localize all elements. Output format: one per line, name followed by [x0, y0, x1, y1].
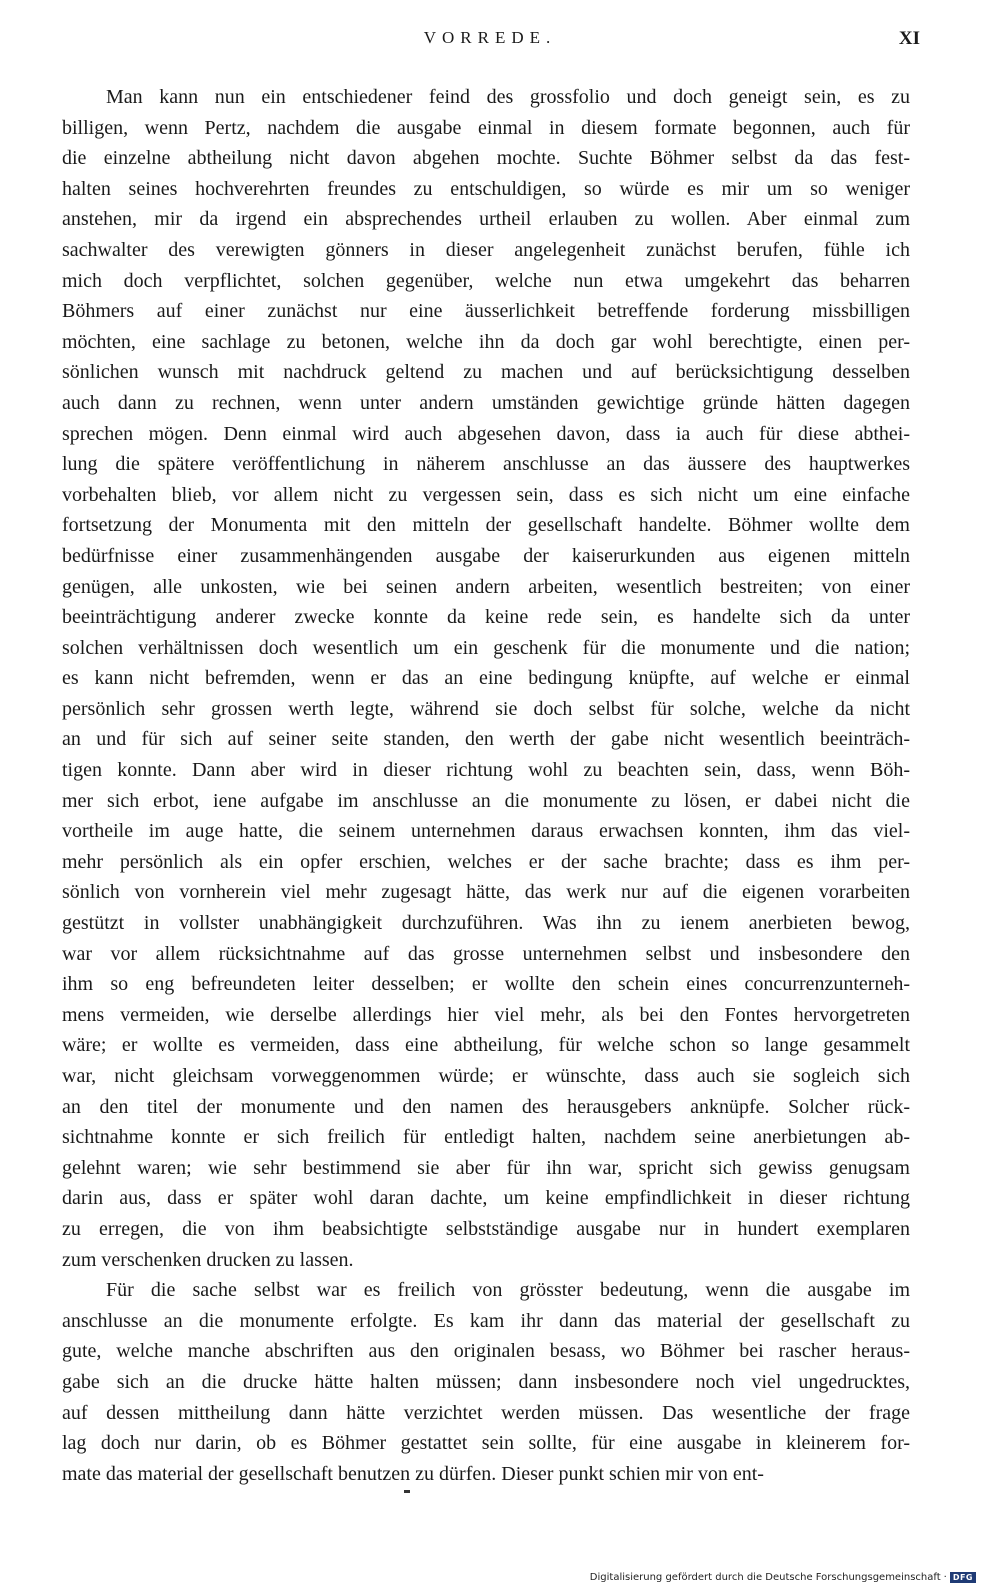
text-line: es kann nicht befremden, wenn er das an eine bedingung knüpfte, auf welche er einmal — [62, 667, 910, 690]
text-line: halten seines hochverehrten freundes zu entschuldigen, so würde es mir um so weniger — [62, 177, 910, 200]
text-line: lung die spätere veröffentlichung in näherem anschlusse an das äussere des hauptwerkes — [62, 453, 910, 476]
text-line: Böhmers auf einer zunächst nur eine äusserlichkeit betreffende forderung missbilligen — [62, 300, 910, 323]
text-line: anstehen, mir da irgend ein absprechendes urtheil erlauben zu wollen. Aber einmal zum — [62, 208, 910, 231]
text-line: gabe sich an die drucke hätte halten müssen; dann insbesondere noch viel ungedrucktes, — [62, 1370, 910, 1393]
text-line: lag doch nur darin, ob es Böhmer gestattet sein sollte, für eine ausgabe in kleinerem for- — [62, 1432, 910, 1455]
text-line: sprechen mögen. Denn einmal wird auch abgesehen davon, dass ia auch für diese abthei- — [62, 422, 910, 445]
text-line: mate das material der gesellschaft benutzen zu dürfen. Dieser punkt schien mir von ent- — [62, 1462, 764, 1485]
text-line: gute, welche manche abschriften aus den originalen besass, wo Böhmer bei rascher heraus- — [62, 1340, 910, 1363]
text-line: mens vermeiden, wie derselbe allerdings hier viel mehr, als bei den Fontes hervorgetreten — [62, 1003, 910, 1026]
text-line: anschlusse an die monumente erfolgte. Es kam ihr dann das material der gesellschaft zu — [62, 1309, 910, 1332]
paragraph — [62, 82, 910, 1275]
running-title: VORREDE. — [423, 28, 557, 47]
text-line: an den titel der monumente und den namen des herausgebers anknüpfe. Solcher rück- — [62, 1095, 910, 1118]
page-number: XI — [898, 28, 920, 49]
text-line: sönlichen wunsch mit nachdruck geltend zu machen und auf berücksichtigung desselben — [62, 361, 910, 384]
text-line: mer sich erbot, iene aufgabe im anschlusse an die monumente zu lösen, er dabei nicht die — [62, 789, 910, 812]
text-line: billigen, wenn Pertz, nachdem die ausgabe einmal in diesem formate begonnen, auch für — [62, 116, 910, 139]
text-line: gelehnt waren; wie sehr bestimmend sie aber für ihn war, spricht sich gewiss genugsam — [62, 1156, 910, 1179]
text-line: vorbehalten blieb, vor allem nicht zu vergessen sein, dass es sich nicht um eine einfache — [62, 483, 910, 506]
text-line: Für die sache selbst war es freilich von grösster bedeutung, wenn die ausgabe im — [106, 1279, 910, 1302]
text-line: war vor allem rücksichtnahme auf das grosse unternehmen selbst und insbesondere den — [62, 942, 910, 965]
printer-mark — [404, 1490, 410, 1493]
text-line: wäre; er wollte es vermeiden, dass eine abtheilung, für welche schon so lange gesammelt — [62, 1034, 910, 1057]
text-line: auch dann zu rechnen, wenn unter andern umständen gewichtige gründe hätten dagegen — [62, 391, 910, 414]
text-line: Man kann nun ein entschiedener feind des grossfolio und doch geneigt sein, es zu — [106, 86, 910, 108]
text-line: beeinträchtigung anderer zwecke konnte da keine rede sein, es handelte sich da unter — [62, 606, 910, 629]
text-line: zum verschenken drucken zu lassen. — [62, 1248, 354, 1271]
text-line: an und für sich auf seiner seite standen, den werth der gabe nicht wesentlich beeinträch- — [62, 728, 910, 751]
text-line: mich doch verpflichtet, solchen gegenüber, welche nun etwa umgekehrt das beharren — [62, 269, 910, 292]
text-line: solchen verhältnissen doch wesentlich um ein geschenk für die monumente und die nation; — [62, 636, 910, 659]
dfg-logo-icon: DFG — [950, 1572, 976, 1583]
text-line: sachwalter des verewigten gönners in dieser angelegenheit zunächst berufen, fühle ich — [62, 238, 910, 261]
text-line: darin aus, dass er später wohl daran dachte, um keine empfindlichkeit in dieser richtung — [62, 1187, 910, 1210]
text-line: auf dessen mittheilung dann hätte verzichtet werden müssen. Das wesentliche der frage — [62, 1401, 910, 1424]
paragraph — [62, 1275, 910, 1489]
text-line: bedürfnisse einer zusammenhängenden ausgabe der kaiserurkunden aus eigenen mitteln — [62, 544, 910, 567]
text-line: die einzelne abtheilung nicht davon abgehen mochte. Suchte Böhmer selbst da das fest- — [62, 147, 910, 170]
text-line: mehr persönlich als ein opfer erschien, welches er der sache brachte; dass es ihm per- — [62, 850, 910, 873]
text-line: fortsetzung der Monumenta mit den mitteln der gesellschaft handelte. Böhmer wollte dem — [62, 514, 910, 537]
footer-text: Digitalisierung gefördert durch die Deutsche Forschungsgemeinschaft — [589, 1572, 941, 1583]
text-line: möchten, eine sachlage zu betonen, welche ihn da doch gar wohl berechtigte, einen per- — [62, 330, 910, 353]
text-line: gestützt in vollster unabhängigkeit durchzuführen. Was ihn zu ienem anerbieten bewog, — [62, 912, 910, 935]
text-line: persönlich sehr grossen werth legte, während sie doch selbst für solche, welche da nicht — [62, 697, 910, 720]
page-header — [60, 28, 920, 58]
text-line: zu erregen, die von ihm beabsichtigte selbstständige ausgabe nur in hundert exemplaren — [62, 1217, 910, 1240]
digitization-footer: Digitalisierung gefördert durch die Deutsche Forschungsgemeinschaft · DFG — [590, 1572, 976, 1583]
text-line: sichtnahme konnte er sich freilich für entledigt halten, nachdem seine anerbietungen ab- — [62, 1126, 910, 1149]
text-line: ihm so eng befreundeten leiter desselben; er wollte den schein eines concurrenzunterneh- — [62, 973, 910, 996]
text-line: genügen, alle unkosten, wie bei seinen andern arbeiten, wesentlich bestreiten; von einer — [62, 575, 910, 598]
text-line: war, nicht gleichsam vorweggenommen würde; er wünschte, dass auch sie sogleich sich — [62, 1065, 910, 1087]
text-line: vortheile im auge hatte, die seinem unternehmen daraus erwachsen konnten, ihm das viel- — [62, 820, 910, 843]
text-line: sönlich von vornherein viel mehr zugesagt hätte, das werk nur auf die eigenen vorarbeiten — [62, 881, 910, 904]
text-line: tigen konnte. Dann aber wird in dieser richtung wohl zu beachten sein, dass, wenn Böh- — [62, 759, 910, 782]
body-text — [62, 82, 910, 1489]
